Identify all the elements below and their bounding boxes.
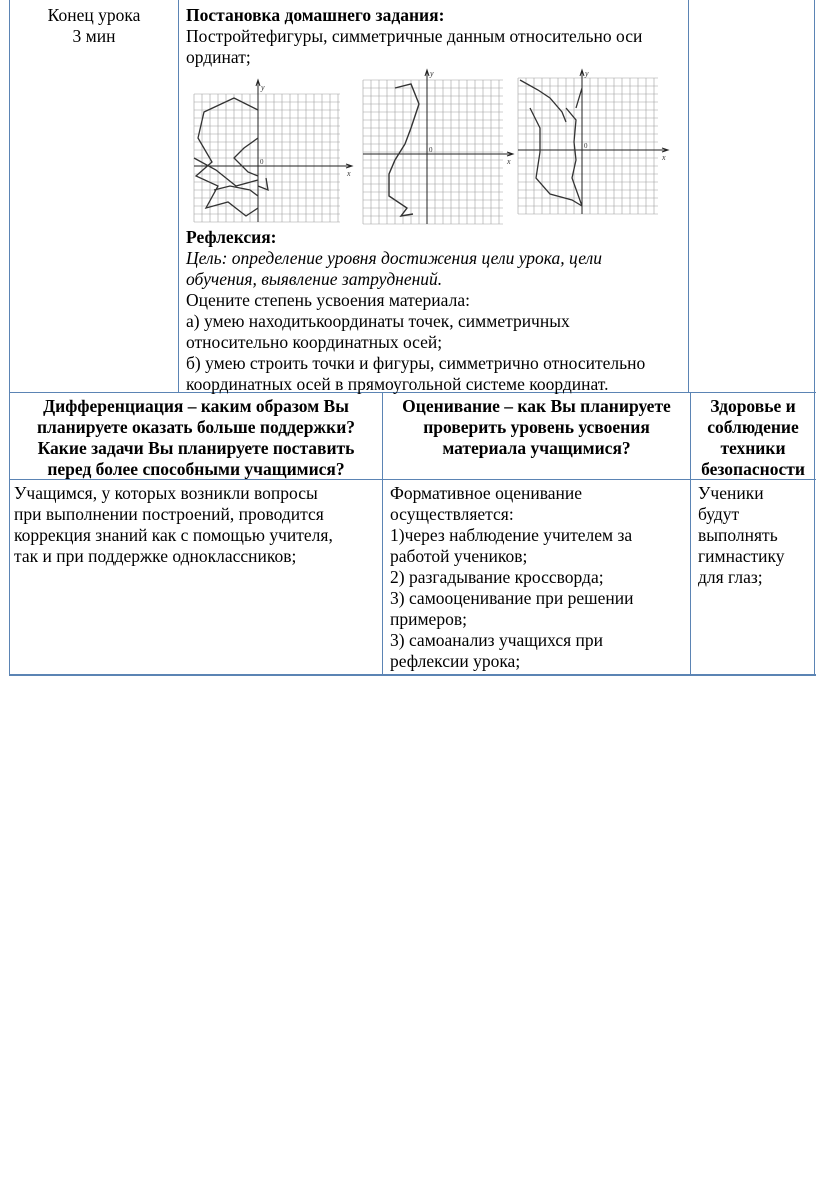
- differentiation-header-line3: Какие задачи Вы планируете поставить: [37, 438, 355, 458]
- figure-1-y-label: y: [261, 83, 265, 92]
- evaluation-body-line7: примеров;: [390, 609, 467, 629]
- figure-1-origin-label: 0: [260, 158, 264, 166]
- row1-divider-2: [688, 0, 689, 393]
- homework-text-line2: ординат;: [186, 47, 251, 67]
- differentiation-header-line1: Дифференциация – каким образом Вы: [43, 396, 349, 416]
- stage-label: Конец урока: [47, 5, 141, 25]
- health-body-line3: выполнять: [698, 525, 778, 545]
- evaluation-header: [384, 396, 689, 459]
- evaluation-header-line2: проверить уровень усвоения: [423, 417, 650, 437]
- health-header-line3: техники: [720, 438, 786, 458]
- evaluation-body-line6: 3) самооценивание при решении: [390, 588, 634, 608]
- health-header: [692, 396, 814, 480]
- table-border-bottom: [9, 674, 816, 676]
- figure-1: [190, 76, 358, 224]
- health-body: [698, 483, 814, 588]
- item-a-line2: относительно координатных осей;: [186, 332, 443, 352]
- evaluation-body-line9: рефлексии урока;: [390, 651, 521, 671]
- evaluation-body-line2: осуществляется:: [390, 504, 514, 524]
- evaluation-header-line1: Оценивание – как Вы планируете: [402, 396, 671, 416]
- differentiation-body-line1: Учащимся, у которых возникли вопросы: [14, 483, 318, 503]
- figure-2-origin-label: 0: [429, 146, 433, 154]
- goal-line2: обучения, выявление затруднений.: [186, 269, 443, 289]
- evaluation-body-line1: Формативное оценивание: [390, 483, 582, 503]
- homework-cell: [186, 5, 686, 68]
- figure-3-origin-label: 0: [584, 142, 588, 150]
- goal-line1: Цель: определение уровня достижения цели урока, цели: [186, 248, 602, 268]
- stage-time: 3 мин: [72, 26, 116, 46]
- evaluation-body: [390, 483, 688, 672]
- health-header-line1: Здоровье и: [710, 396, 796, 416]
- differentiation-header-line2: планируете оказать больше поддержки?: [36, 417, 356, 437]
- row2-divider-1: [382, 392, 383, 676]
- homework-text-line1: Постройтефигуры, симметричные данным относительно оси: [186, 26, 643, 46]
- figure-2-graphic: [361, 68, 517, 226]
- differentiation-body-line4: так и при поддержке одноклассников;: [14, 546, 297, 566]
- figure-2-x-label: x: [507, 157, 511, 166]
- figure-1-x-label: x: [347, 169, 351, 178]
- health-body-line1: Ученики: [698, 483, 764, 503]
- row2-divider-2: [690, 392, 691, 676]
- figure-2: [361, 68, 517, 226]
- item-a-line1: а) умею находитькоординаты точек, симметричных: [186, 311, 570, 331]
- table-border-right: [814, 0, 815, 676]
- differentiation-body: [14, 483, 380, 567]
- item-b-line2: координатных осей в прямоугольной системе координат.: [186, 374, 609, 394]
- stage-cell: [12, 5, 176, 47]
- homework-heading: Постановка домашнего задания:: [186, 5, 445, 25]
- evaluation-header-line3: материала учащимися?: [442, 438, 631, 458]
- item-b-line1: б) умею строить точки и фигуры, симметрично относительно: [186, 353, 646, 373]
- assess-intro: Оцените степень усвоения материала:: [186, 290, 470, 310]
- figure-1-graphic: [190, 76, 358, 224]
- differentiation-body-line2: при выполнении построений, проводится: [14, 504, 324, 524]
- evaluation-body-line4: работой учеников;: [390, 546, 528, 566]
- table-border-left: [9, 0, 10, 676]
- differentiation-body-line3: коррекция знаний как с помощью учителя,: [14, 525, 333, 545]
- figure-3-graphic: [516, 68, 672, 218]
- row1-divider-1: [178, 0, 179, 393]
- health-header-line4: безопасности: [701, 459, 805, 479]
- differentiation-header-line4: перед более способными учащимися?: [47, 459, 345, 479]
- health-body-line5: для глаз;: [698, 567, 763, 587]
- health-body-line2: будут: [698, 504, 740, 524]
- health-body-line4: гимнастику: [698, 546, 785, 566]
- health-header-line2: соблюдение: [707, 417, 799, 437]
- figure-3: [516, 68, 672, 218]
- figure-3-x-label: x: [662, 153, 666, 162]
- reflection-block: [186, 227, 686, 395]
- figure-2-y-label: y: [430, 69, 434, 78]
- evaluation-body-line3: 1)через наблюдение учителем за: [390, 525, 633, 545]
- differentiation-header: [11, 396, 381, 480]
- figure-3-y-label: y: [585, 69, 589, 78]
- evaluation-body-line5: 2) разгадывание кроссворда;: [390, 567, 604, 587]
- evaluation-body-line8: 3) самоанализ учащихся при: [390, 630, 604, 650]
- reflection-heading: Рефлексия:: [186, 227, 277, 247]
